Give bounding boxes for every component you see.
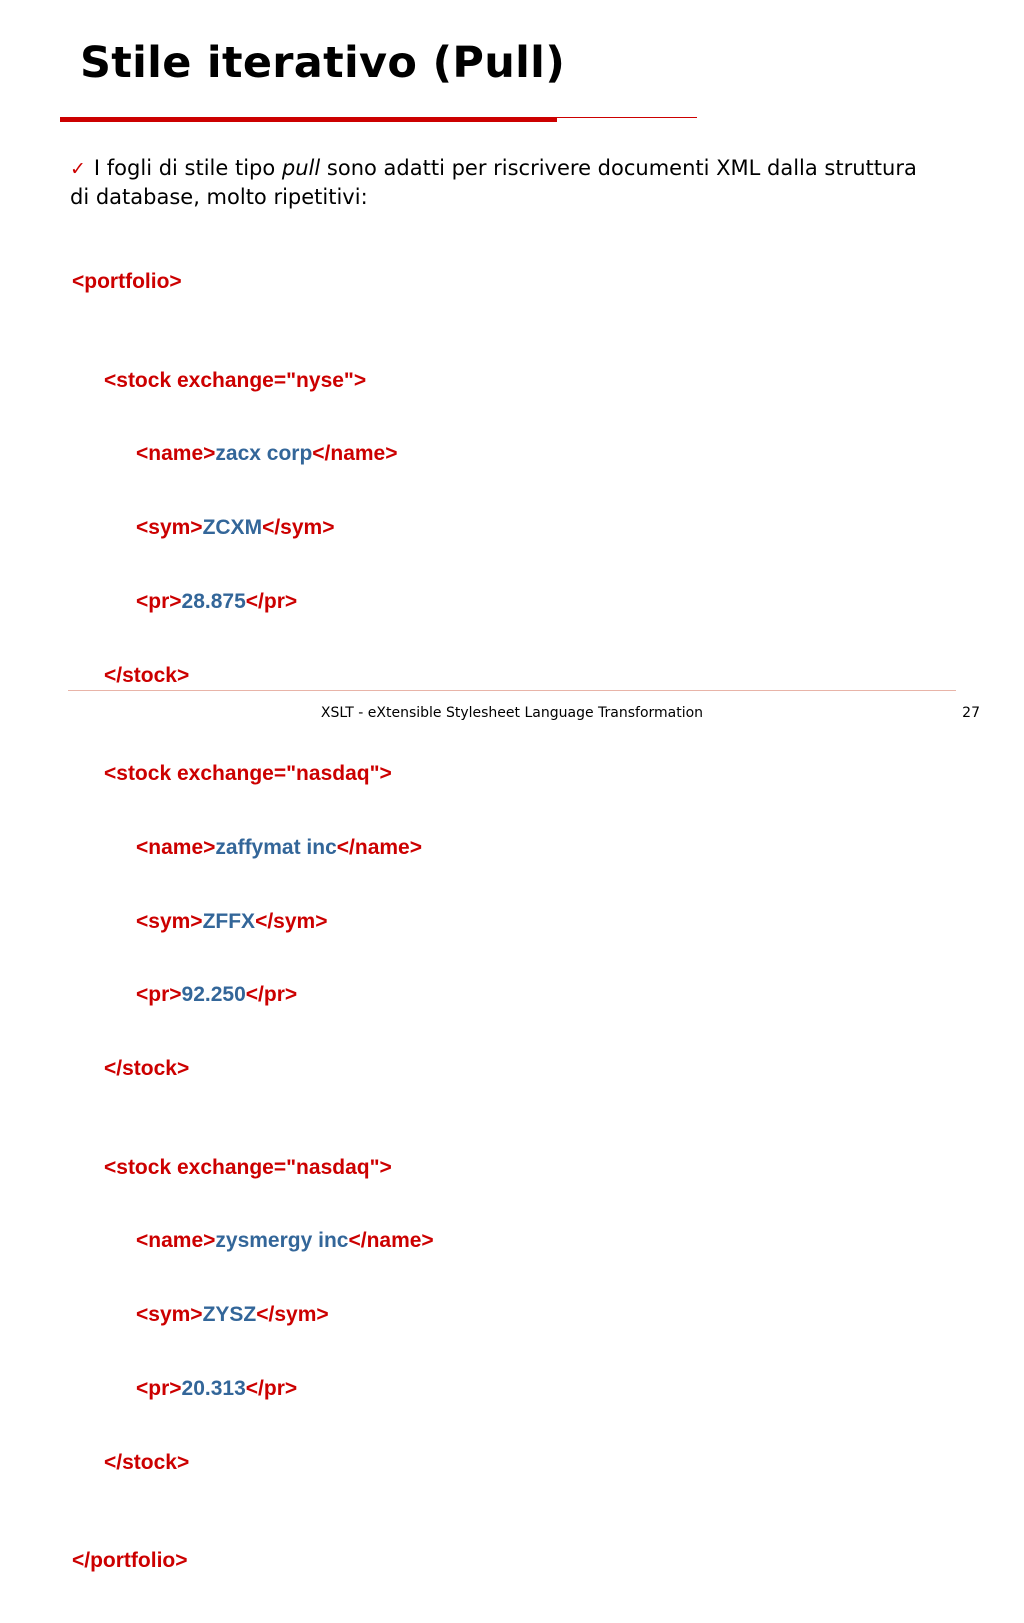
code-line-portfolio-open	[72, 270, 434, 295]
slide-title: Stile iterativo (Pull)	[80, 38, 566, 88]
xml-tag: </stock>	[104, 663, 190, 687]
xml-tag: <stock exchange="nasdaq">	[104, 1155, 392, 1179]
xml-tag: </pr>	[245, 589, 298, 613]
xml-value: 20.313	[181, 1376, 246, 1400]
xml-tag: </name>	[312, 442, 398, 466]
xml-value: ZYSZ	[202, 1303, 257, 1327]
xml-tag: </sym>	[262, 516, 335, 540]
code-line-sym	[72, 910, 434, 935]
xml-tag: <name>	[136, 1229, 216, 1253]
code-line-stock-open	[72, 369, 434, 394]
xml-value: zaffymat inc	[215, 835, 337, 859]
xml-tag: <stock exchange="nasdaq">	[104, 762, 392, 786]
title-underline-thick	[60, 117, 557, 122]
code-line-name	[72, 1229, 434, 1254]
footer-title: XSLT - eXtensible Stylesheet Language Transformation	[320, 705, 704, 721]
xml-tag: <name>	[136, 835, 216, 859]
xml-tag: <sym>	[136, 909, 203, 933]
xml-tag: <sym>	[136, 516, 203, 540]
checkmark-icon: ✓	[70, 158, 86, 180]
xml-tag: </stock>	[104, 1450, 190, 1474]
xml-value: zysmergy inc	[215, 1229, 349, 1253]
code-line-pr	[72, 1377, 434, 1402]
code-line-stock-close	[72, 664, 434, 689]
xml-tag: </portfolio>	[72, 1549, 188, 1573]
xml-tag: </name>	[336, 835, 422, 859]
xml-value: ZFFX	[202, 909, 256, 933]
code-line-stock-open	[72, 1156, 434, 1181]
code-line-sym	[72, 516, 434, 541]
xml-tag: <pr>	[136, 983, 182, 1007]
code-line-name	[72, 442, 434, 467]
code-line-name	[72, 836, 434, 861]
bullet-paragraph	[70, 154, 940, 211]
xml-tag: </stock>	[104, 1057, 190, 1081]
code-line-stock-open	[72, 762, 434, 787]
xml-tag: <portfolio>	[72, 270, 182, 294]
footer-divider	[68, 690, 956, 691]
xml-value: ZCXM	[202, 516, 263, 540]
xml-tag: </sym>	[255, 909, 328, 933]
xml-value: zacx corp	[215, 442, 313, 466]
code-line-stock-close	[72, 1057, 434, 1082]
xml-tag: <pr>	[136, 589, 182, 613]
xml-tag: </pr>	[245, 1376, 298, 1400]
xml-tag: <name>	[136, 442, 216, 466]
xml-tag: <pr>	[136, 1376, 182, 1400]
code-line-portfolio-close	[72, 1549, 434, 1574]
page-number: 27	[962, 705, 980, 721]
title-underline-thin	[557, 117, 697, 118]
code-line-pr	[72, 590, 434, 615]
bullet-text-italic: pull	[281, 156, 321, 180]
xml-tag: <sym>	[136, 1303, 203, 1327]
xml-tag: </sym>	[256, 1303, 329, 1327]
bullet-text-before: I fogli di stile tipo	[93, 156, 282, 180]
code-line-sym	[72, 1303, 434, 1328]
xml-value: 28.875	[181, 589, 246, 613]
xml-value: 92.250	[181, 983, 246, 1007]
xml-code-block	[72, 221, 434, 1623]
xml-tag: </pr>	[245, 983, 298, 1007]
bullet-text-after: sono adatti per riscrivere documenti XML dalla struttura di database, molto ripetitivi:	[70, 156, 917, 209]
xml-tag: </name>	[348, 1229, 434, 1253]
code-line-pr	[72, 983, 434, 1008]
code-line-stock-close	[72, 1451, 434, 1476]
xml-tag: <stock exchange="nyse">	[104, 368, 367, 392]
